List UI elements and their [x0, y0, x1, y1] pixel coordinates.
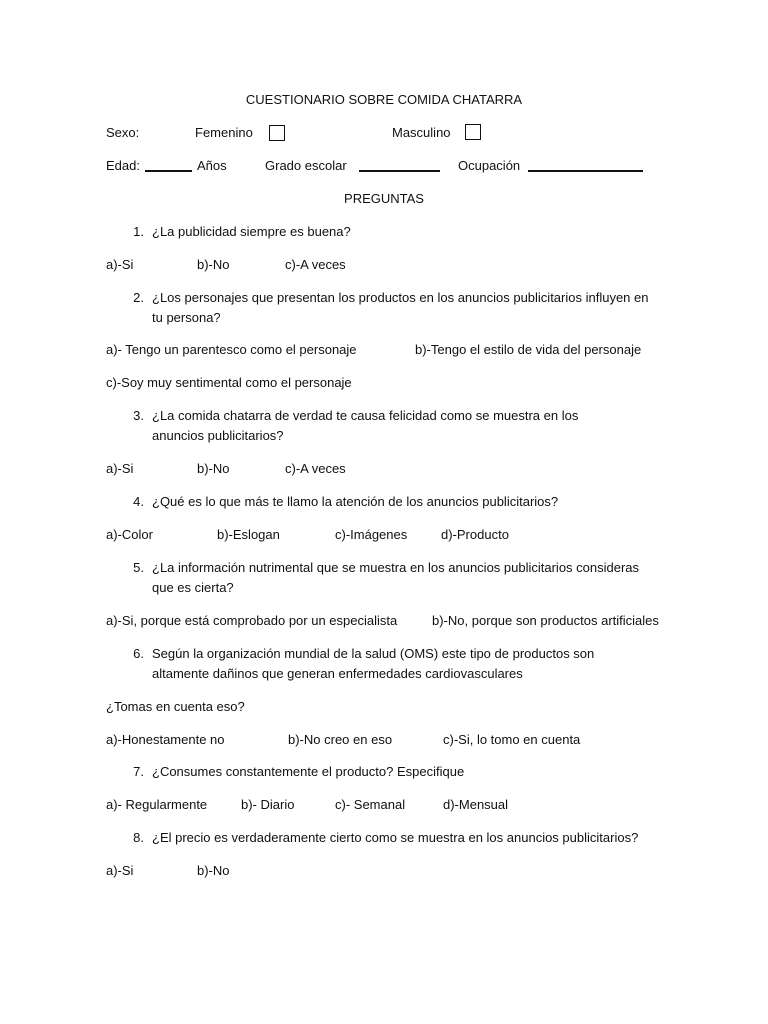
option-1a[interactable]: a)-Si — [106, 257, 134, 272]
question-text: Según la organización mundial de la salud (OMS) este tipo de productos son altamente dañinos que generan enfermedades cardiovasculares — [152, 646, 595, 681]
question-text: ¿Los personajes que presentan los productos en los anuncios publicitarios influyen en tu persona? — [152, 290, 649, 325]
option-3a[interactable]: a)-Si — [106, 461, 134, 476]
question-number: 2. — [133, 290, 144, 305]
option-2b[interactable]: b)-Tengo el estilo de vida del personaje — [415, 342, 642, 357]
option-2c[interactable]: c)-Soy muy sentimental como el personaje — [106, 375, 352, 390]
question-text: ¿Consumes constantemente el producto? Especifique — [152, 764, 465, 779]
option-6b[interactable]: b)-No creo en eso — [288, 732, 393, 747]
option-3c[interactable]: c)-A veces — [285, 461, 346, 476]
sexo-label: Sexo: — [106, 125, 140, 140]
option-5b[interactable]: b)-No, porque son productos artificiales — [432, 613, 659, 628]
question-3 — [130, 406, 650, 446]
femenino-checkbox[interactable] — [269, 125, 285, 141]
question-number: 4. — [133, 494, 144, 509]
grado-escolar-blank-line[interactable] — [359, 170, 440, 172]
option-2a[interactable]: a)- Tengo un parentesco como el personaje — [106, 342, 357, 357]
question-number: 5. — [133, 560, 144, 575]
option-8a[interactable]: a)-Si — [106, 863, 134, 878]
edad-blank-line[interactable] — [145, 170, 192, 172]
question-text: ¿La comida chatarra de verdad te causa felicidad como se muestra en los anuncios publicitarios? — [152, 408, 579, 443]
ocupacion-label: Ocupación — [458, 158, 521, 173]
section-title: PREGUNTAS — [344, 191, 424, 206]
option-4c[interactable]: c)-Imágenes — [335, 527, 408, 542]
option-7a[interactable]: a)- Regularmente — [106, 797, 208, 812]
edad-label: Edad: — [106, 158, 140, 173]
femenino-label: Femenino — [195, 125, 253, 140]
question-number: 6. — [133, 646, 144, 661]
question-number: 8. — [133, 830, 144, 845]
question-text: ¿La publicidad siempre es buena? — [152, 224, 351, 239]
question-number: 3. — [133, 408, 144, 423]
question-7 — [130, 762, 650, 782]
option-7d[interactable]: d)-Mensual — [443, 797, 509, 812]
option-6a[interactable]: a)-Honestamente no — [106, 732, 225, 747]
option-4a[interactable]: a)-Color — [106, 527, 153, 542]
question-8 — [130, 828, 670, 848]
option-3b[interactable]: b)-No — [197, 461, 230, 476]
anos-label: Años — [197, 158, 227, 173]
masculino-checkbox[interactable] — [465, 124, 481, 140]
question-text: ¿La información nutrimental que se muestra en los anuncios publicitarios consideras que es cierta? — [152, 560, 640, 595]
question-1 — [130, 222, 650, 242]
question-6 — [130, 644, 660, 684]
question-5 — [130, 558, 660, 598]
question-6-followup: ¿Tomas en cuenta eso? — [106, 699, 245, 714]
option-1b[interactable]: b)-No — [197, 257, 230, 272]
question-number: 1. — [133, 224, 144, 239]
question-text: ¿El precio es verdaderamente cierto como se muestra en los anuncios publicitarios? — [152, 830, 639, 845]
question-4 — [130, 492, 650, 512]
option-7b[interactable]: b)- Diario — [241, 797, 295, 812]
option-5a[interactable]: a)-Si, porque está comprobado por un especialista — [106, 613, 398, 628]
option-8b[interactable]: b)-No — [197, 863, 230, 878]
option-4b[interactable]: b)-Eslogan — [217, 527, 280, 542]
grado-escolar-label: Grado escolar — [265, 158, 347, 173]
question-text: ¿Qué es lo que más te llamo la atención de los anuncios publicitarios? — [152, 494, 559, 509]
masculino-label: Masculino — [392, 125, 451, 140]
question-2 — [130, 288, 660, 328]
ocupacion-blank-line[interactable] — [528, 170, 643, 172]
option-4d[interactable]: d)-Producto — [441, 527, 509, 542]
page-title: CUESTIONARIO SOBRE COMIDA CHATARRA — [245, 92, 523, 107]
option-7c[interactable]: c)- Semanal — [335, 797, 406, 812]
option-1c[interactable]: c)-A veces — [285, 257, 346, 272]
option-6c[interactable]: c)-Si, lo tomo en cuenta — [443, 732, 581, 747]
question-number: 7. — [133, 764, 144, 779]
